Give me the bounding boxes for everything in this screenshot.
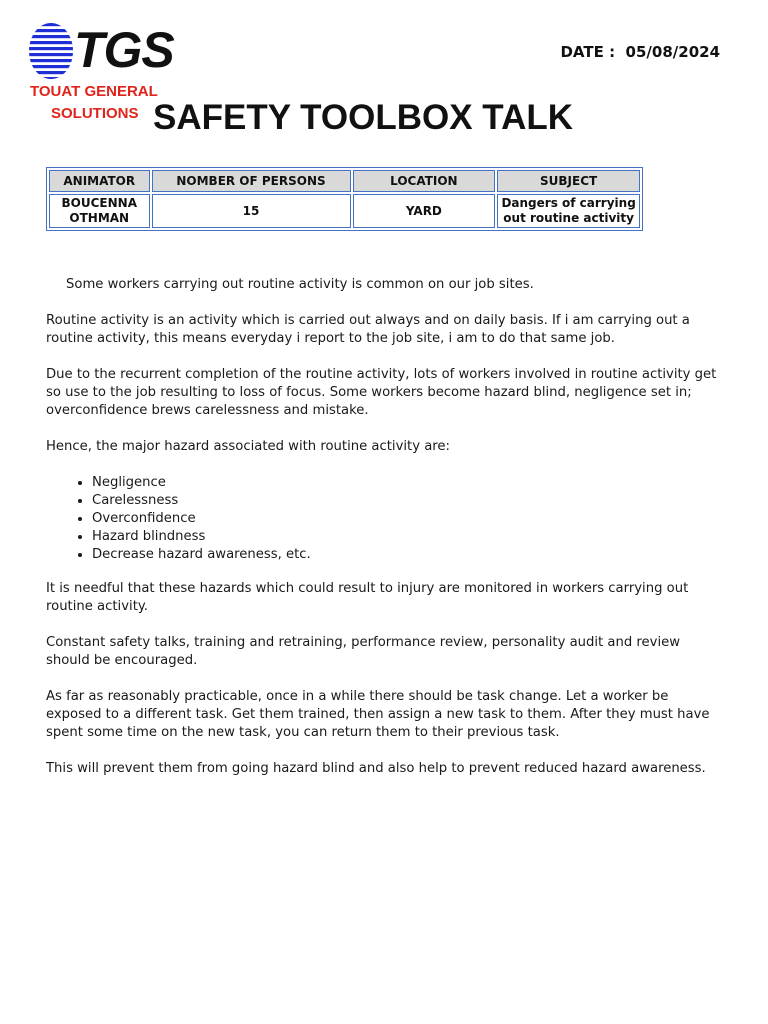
list-item: • Negligence [92, 474, 722, 492]
hazard-list [46, 474, 722, 564]
paragraph-prevention: This will prevent them from going hazard blind and also help to prevent reduced hazard awareness. [46, 761, 706, 776]
paragraph-task-change: As far as reasonably practicable, once in a while there should be task change. Let a worker be exposed to a different task. Get them trained, then assign a new task to them. After they must have spent some time on the new task, you can return them to their previous task. [46, 689, 710, 740]
header-number-of-persons: NOMBER OF PERSONS [152, 170, 351, 192]
list-item: • Hazard blindness [92, 528, 722, 546]
header-animator: ANIMATOR [49, 170, 150, 192]
logo-brand-text: TGS [74, 22, 174, 78]
logo-tagline-line2: SOLUTIONS [51, 105, 139, 122]
header-location: LOCATION [353, 170, 496, 192]
cell-animator: BOUCENNA OTHMAN [49, 194, 150, 228]
list-item: • Overconfidence [92, 510, 722, 528]
company-logo [28, 20, 173, 125]
cell-number-of-persons: 15 [152, 194, 351, 228]
date-value: 05/08/2024 [625, 43, 720, 61]
paragraph-definition: Routine activity is an activity which is carried out always and on daily basis. If i am carrying out a routine activity, this means everyday i report to the job site, i am to do that same job. [46, 313, 690, 346]
intro-paragraph: Some workers carrying out routine activity is common on our job sites. [66, 277, 534, 292]
paragraph-monitoring: It is needful that these hazards which could result to injury are monitored in workers carrying out routine activity. [46, 581, 689, 614]
table-row [49, 194, 640, 228]
page-title: SAFETY TOOLBOX TALK [153, 98, 574, 137]
cell-location: YARD [353, 194, 496, 228]
talk-info-table [46, 167, 643, 231]
cell-subject: Dangers of carrying out routine activity [497, 194, 640, 228]
talk-body [46, 276, 722, 796]
globe-stripes-icon [28, 22, 76, 80]
table-header-row [49, 170, 640, 192]
header-subject: SUBJECT [497, 170, 640, 192]
paragraph-loss-of-focus: Due to the recurrent completion of the routine activity, lots of workers involved in routine activity get so use to the job resulting to loss of focus. Some workers become hazard blind, negligence set in; overconfidence brews carelessness and mistake. [46, 367, 717, 418]
paragraph-hazards-intro: Hence, the major hazard associated with routine activity are: [46, 439, 450, 454]
date-label: DATE : [560, 43, 616, 61]
list-item: • Carelessness [92, 492, 722, 510]
document-date [560, 43, 720, 61]
logo-tagline-line1: TOUAT GENERAL [30, 83, 158, 100]
paragraph-safety-talks: Constant safety talks, training and retraining, performance review, personality audit and review should be encouraged. [46, 635, 681, 668]
list-item: • Decrease hazard awareness, etc. [92, 546, 722, 564]
